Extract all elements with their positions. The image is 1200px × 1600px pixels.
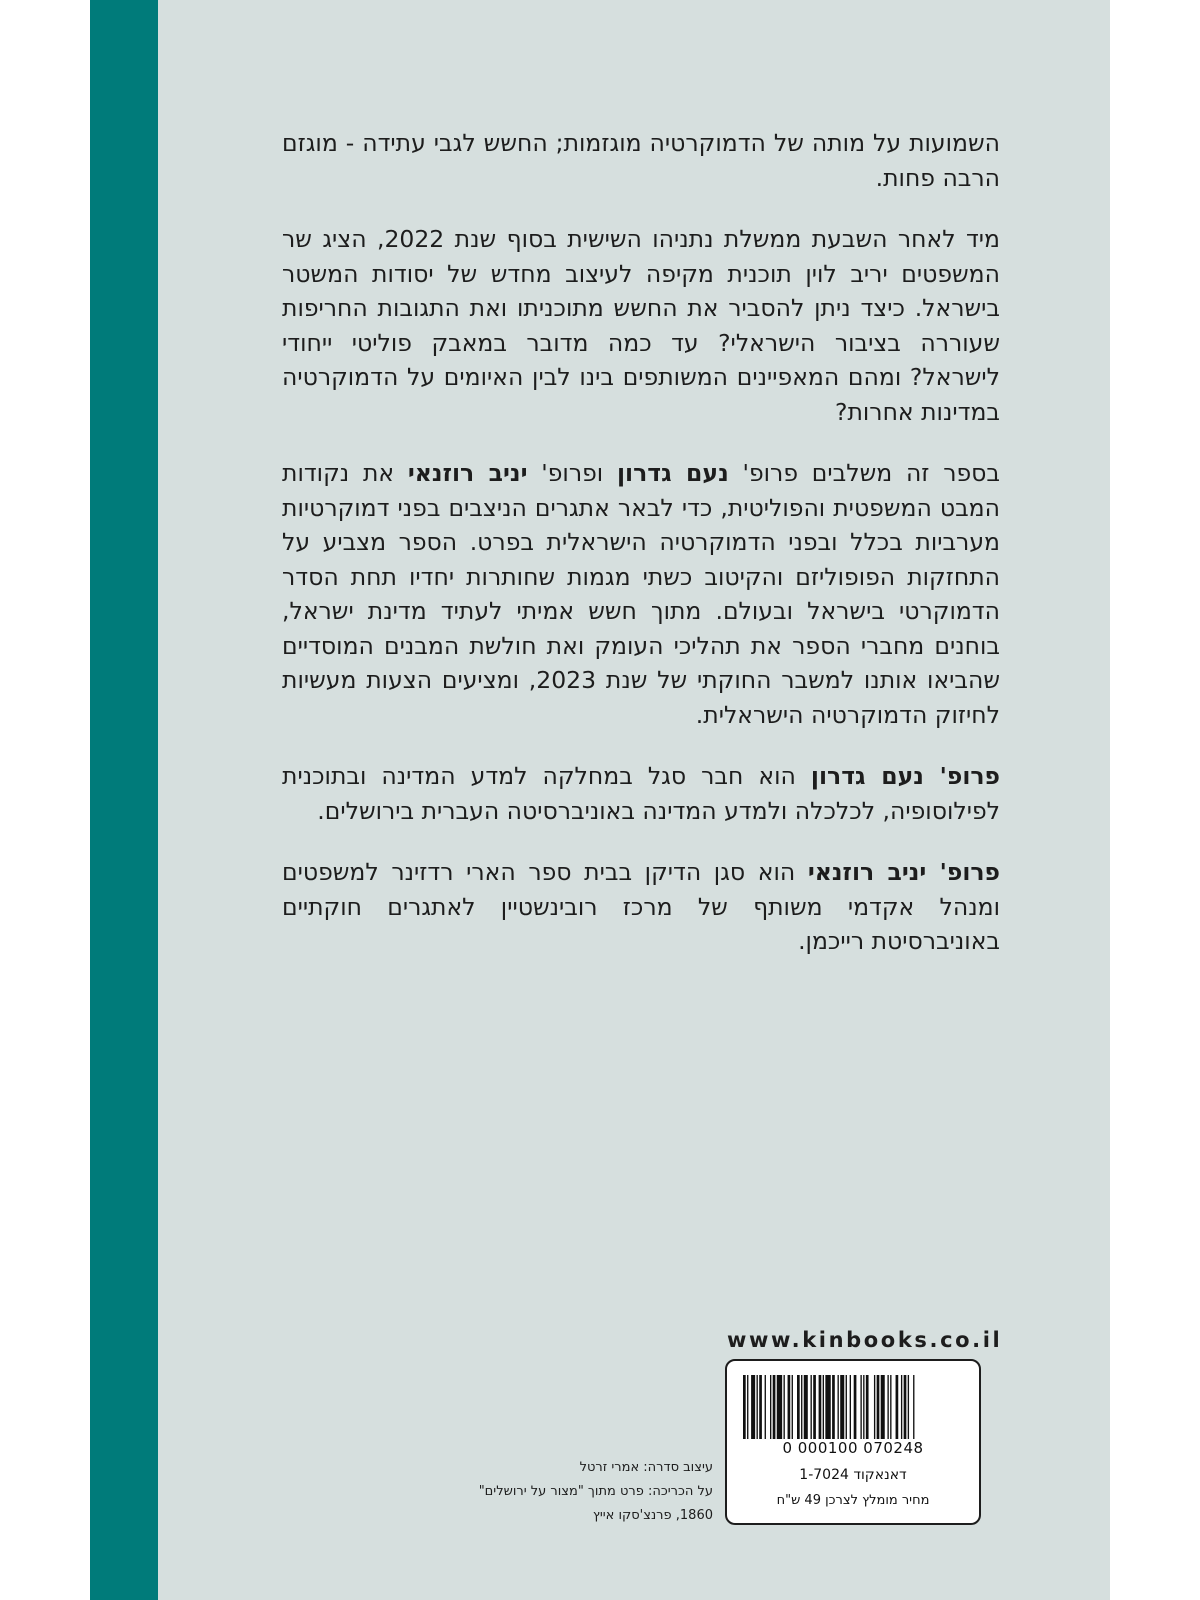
blurb-paragraph-2: מיד לאחר השבעת ממשלת נתניהו השישית בסוף שנת 2022, הציג שר המשפטים יריב לוין תוכנית מקיפה לעיצוב מחדש של יסודות המשטר בישראל. כיצד ניתן להסביר את החשש מתוכניתו ואת התגובות החריפות שעוררה בציבור הישראלי? עד כמה מדובר במאבק פוליטי ייחודי לישראל? ומהם המאפיינים המשותפים בינו לבין האיומים על הדמוקרטיה במדינות אחרות?: [282, 225, 1000, 426]
p3-intro: בספר זה משלבים פרופ': [728, 459, 1001, 487]
author-bio-roznai-name: פרופ' יניב רוזנאי: [807, 858, 1000, 886]
blurb-text: [282, 126, 1000, 986]
barcode-bar: [751, 1375, 755, 1439]
cover-art-credit-line1: על הכריכה: פרט מתוך "מצור על ירושלים": [478, 1484, 713, 1499]
author-bio-gidron: [282, 759, 1000, 828]
cover-art-credit-line2: 1860, פרנצ'סקו אייץ: [592, 1508, 713, 1523]
barcode-bar: [890, 1375, 891, 1439]
barcode-bar: [757, 1375, 758, 1439]
blurb-paragraph-3: [282, 456, 1000, 732]
series-design-credit: עיצוב סדרה: אמרי זרטל: [579, 1460, 713, 1475]
barcode-bar: [832, 1375, 835, 1439]
barcode-box: [725, 1359, 981, 1525]
barcode-bar: [874, 1375, 875, 1439]
barcode-bar: [773, 1375, 776, 1439]
danacode-label: דאנאקוד 1-7024: [799, 1467, 907, 1483]
barcode-bar: [797, 1375, 800, 1439]
barcode-bar: [788, 1375, 791, 1439]
spine-strip: [90, 0, 158, 1600]
barcode-bar: [743, 1375, 746, 1439]
barcode-bar: [801, 1375, 802, 1439]
barcode-bar: [823, 1375, 824, 1439]
barcode-bar: [881, 1375, 885, 1439]
barcode-bar: [804, 1375, 808, 1439]
barcode-bar: [877, 1375, 880, 1439]
publisher-url: www.kinbooks.co.il: [727, 1328, 1003, 1352]
barcode-bar: [863, 1375, 864, 1439]
barcode-bar: [770, 1375, 771, 1439]
barcode-bar: [840, 1375, 844, 1439]
barcode-bar: [904, 1375, 907, 1439]
barcode-bar: [901, 1375, 902, 1439]
author-bio-gidron-text: הוא חבר סגל במחלקה למדע המדינה ובתוכנית לפילוסופיה, לכלכלה ולמדע המדינה באוניברסיטה העברית בירושלים.: [282, 762, 1000, 825]
barcode-bar: [854, 1375, 857, 1439]
barcode-bar: [784, 1375, 785, 1439]
author-bio-gidron-name: פרופ' נעם גדרון: [810, 762, 1001, 790]
barcode-bar: [896, 1375, 899, 1439]
author-bio-roznai: [282, 855, 1000, 959]
barcode-bar: [838, 1375, 839, 1439]
barcode-bar: [850, 1375, 851, 1439]
barcode-bar: [819, 1375, 822, 1439]
author-name-gidron: נעם גדרון: [616, 459, 729, 487]
barcode-bar: [913, 1375, 914, 1439]
barcode-number: 0 000100 070248: [782, 1439, 924, 1457]
barcode-bar: [908, 1375, 909, 1439]
p3-body: את נקודות המבט המשפטית והפוליטית, כדי לבאר אתגרים הניצבים בפני דמוקרטיות מערביות בכלל ובפני הדמוקרטיה הישראלית בפרט. הספר מצביע על התחזקות הפופוליזם והקיטוב כשתי מגמות שחותרות יחדיו תחת הסדר הדמוקרטי בישראל ובעולם. מתוך חשש אמיתי לעתיד מדינת ישראל, בוחנים מחברי הספר את תהליכי העומק ואת חולשת המבנים המוסדיים שהביאו אותנו למשבר החוקתי של שנת 2023, ומציעים הצעות מעשיות לחיזוק הדמוקרטיה הישראלית.: [282, 459, 1000, 729]
author-name-roznai: יניב רוזנאי: [407, 459, 528, 487]
barcode-bar: [860, 1375, 861, 1439]
barcode-bar: [759, 1375, 762, 1439]
barcode-bar: [792, 1375, 793, 1439]
barcode-bar: [887, 1375, 888, 1439]
blurb-paragraph-1: השמועות על מותה של הדמוקרטיה מוגזמות; החשש לגבי עתידה - מוגזם הרבה פחות.: [282, 129, 1000, 192]
barcode-bar: [765, 1375, 766, 1439]
author-bio-roznai-text: הוא סגן הדיקן בבית ספר הארי רדזינר למשפטים ומנהל אקדמי משותף של מרכז רובינשטיין לאתגרים חוקתיים באוניברסיטת רייכמן.: [282, 858, 1000, 955]
barcode-bar: [811, 1375, 812, 1439]
barcode-bars: [743, 1375, 965, 1439]
barcode-bar: [777, 1375, 782, 1439]
cover-credits: [478, 1456, 713, 1528]
barcode-bar: [825, 1375, 830, 1439]
p3-and: ופרופ': [527, 459, 617, 487]
barcode-bar: [866, 1375, 869, 1439]
barcode-bar: [813, 1375, 816, 1439]
recommended-price: מחיר מומלץ לצרכן 49 ש"ח: [776, 1493, 930, 1508]
barcode-bar: [846, 1375, 847, 1439]
barcode-bar: [747, 1375, 748, 1439]
